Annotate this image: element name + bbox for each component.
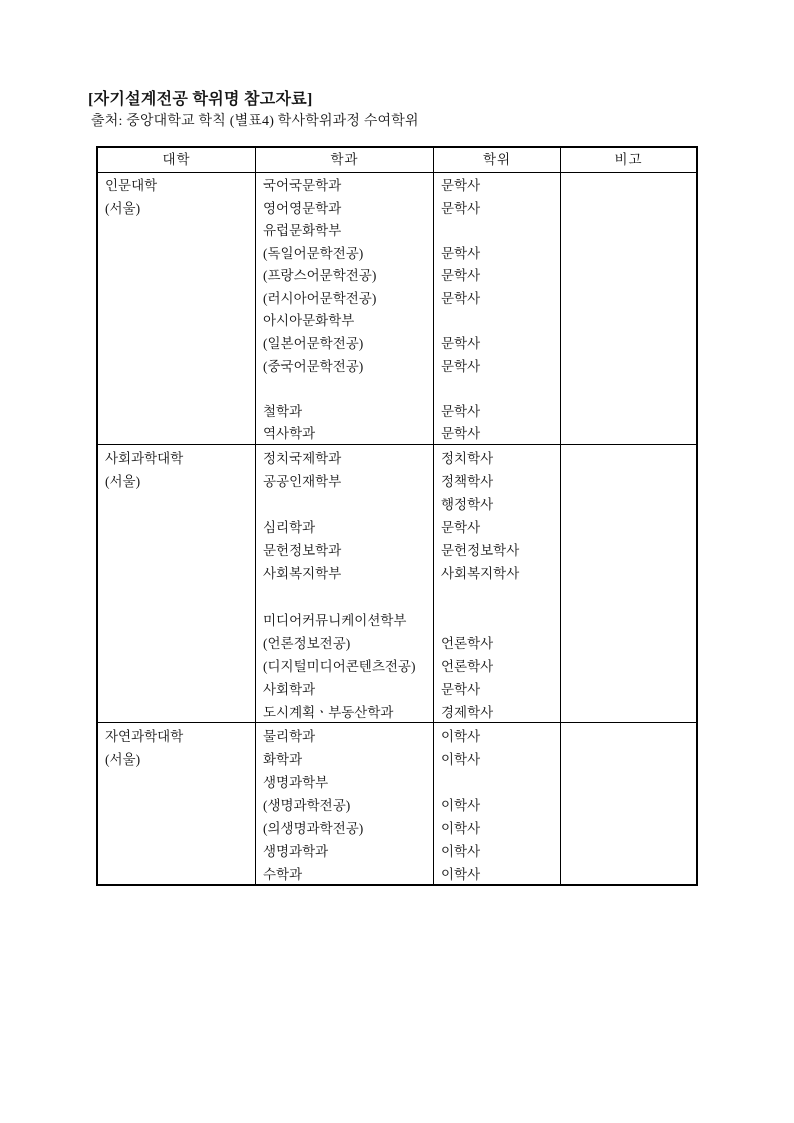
department-line: (중국어문학전공)	[263, 358, 364, 374]
department-line: (생명과학전공)	[263, 798, 351, 813]
department-line	[263, 585, 429, 608]
degree-line: 언론학사	[441, 658, 494, 674]
department-line	[263, 493, 429, 516]
degree-line: 이학사	[441, 821, 481, 836]
department-line: (디지털미디어콘텐츠전공)	[263, 658, 416, 674]
department-line: 국어국문학과	[263, 178, 342, 193]
degree-line: 문학사	[441, 358, 481, 374]
source-line: 출처: 중앙대학교 학칙 (별표4) 학사학위과정 수여학위	[91, 114, 419, 129]
table-section-row	[98, 444, 696, 722]
campus-label: (서울)	[105, 752, 141, 767]
department-line: 도시계획ㆍ부동산학과	[263, 704, 394, 720]
college-name: 자연과학대학	[105, 729, 184, 744]
degree-line: 문학사	[441, 426, 481, 442]
department-line: (러시아어문학전공)	[263, 290, 377, 306]
department-line: 미디어커뮤니케이션학부	[263, 612, 407, 628]
degree-line: 문헌정보학사	[441, 543, 520, 559]
degree-line: 문학사	[441, 268, 481, 284]
degree-line: 문학사	[441, 403, 481, 419]
department-line: (독일어문학전공)	[263, 245, 364, 261]
header-remarks: 비고	[560, 148, 696, 172]
department-cell	[255, 445, 433, 722]
department-line: 문헌정보학과	[263, 543, 342, 559]
degree-line	[441, 771, 556, 794]
page-title: [자기설계전공 학위명 참고자료]	[88, 91, 313, 108]
department-cell	[255, 173, 433, 444]
degree-line	[441, 220, 556, 243]
remarks-cell	[560, 173, 696, 444]
department-line: 공공인재학부	[263, 474, 342, 490]
department-line: (일본어문학전공)	[263, 336, 364, 352]
department-line: 사회학과	[263, 681, 316, 697]
department-line: 아시아문화학부	[263, 313, 355, 329]
table-header-row	[98, 148, 696, 173]
header-degree: 학위	[433, 148, 560, 172]
department-line: (프랑스어문학전공)	[263, 268, 377, 284]
degree-line	[441, 378, 556, 401]
department-line: 영어영문학과	[263, 200, 342, 216]
degree-line: 이학사	[441, 752, 481, 767]
header-department: 학과	[255, 148, 433, 172]
department-line: 생명과학과	[263, 844, 329, 859]
college-cell	[98, 723, 255, 884]
department-cell	[255, 723, 433, 884]
department-line: (의생명과학전공)	[263, 821, 364, 836]
degree-reference-table	[96, 146, 698, 886]
degree-line: 언론학사	[441, 635, 494, 651]
degree-line: 문학사	[441, 200, 481, 216]
table-section-row	[98, 173, 696, 444]
department-line: 철학과	[263, 403, 303, 419]
degree-line: 문학사	[441, 178, 481, 193]
degree-cell	[433, 173, 560, 444]
degree-line: 문학사	[441, 290, 481, 306]
degree-line: 이학사	[441, 844, 481, 859]
degree-line: 문학사	[441, 520, 481, 536]
degree-line: 사회복지학사	[441, 566, 520, 582]
remarks-cell	[560, 723, 696, 884]
college-cell	[98, 173, 255, 444]
degree-line: 이학사	[441, 798, 481, 813]
table-section-row	[98, 722, 696, 884]
department-line: 역사학과	[263, 426, 316, 442]
college-cell	[98, 445, 255, 722]
campus-label: (서울)	[105, 200, 141, 216]
department-line: 정치국제학과	[263, 451, 342, 466]
degree-cell	[433, 445, 560, 722]
degree-line: 경제학사	[441, 704, 494, 720]
college-name: 인문대학	[105, 178, 158, 193]
department-line: 심리학과	[263, 520, 316, 536]
table-body	[98, 173, 696, 884]
department-line: 화학과	[263, 752, 303, 767]
department-line: 사회복지학부	[263, 566, 342, 582]
degree-line: 정치학사	[441, 451, 494, 466]
department-line: 유럽문화학부	[263, 223, 342, 239]
degree-line: 행정학사	[441, 497, 494, 513]
degree-line	[441, 585, 556, 608]
department-line: (언론정보전공)	[263, 635, 351, 651]
degree-line: 문학사	[441, 336, 481, 352]
header-college: 대학	[162, 152, 191, 167]
remarks-cell	[560, 445, 696, 722]
degree-line	[441, 609, 556, 632]
degree-cell	[433, 723, 560, 884]
department-line: 생명과학부	[263, 775, 329, 790]
department-line: 물리학과	[263, 729, 316, 744]
degree-line: 문학사	[441, 681, 481, 697]
degree-line: 이학사	[441, 729, 481, 744]
department-line: 수학과	[263, 867, 303, 882]
degree-line: 이학사	[441, 867, 481, 882]
college-name: 사회과학대학	[105, 451, 184, 466]
degree-line: 문학사	[441, 245, 481, 261]
degree-line: 정책학사	[441, 474, 494, 490]
campus-label: (서울)	[105, 474, 141, 490]
degree-line	[441, 310, 556, 333]
department-line	[263, 378, 429, 401]
